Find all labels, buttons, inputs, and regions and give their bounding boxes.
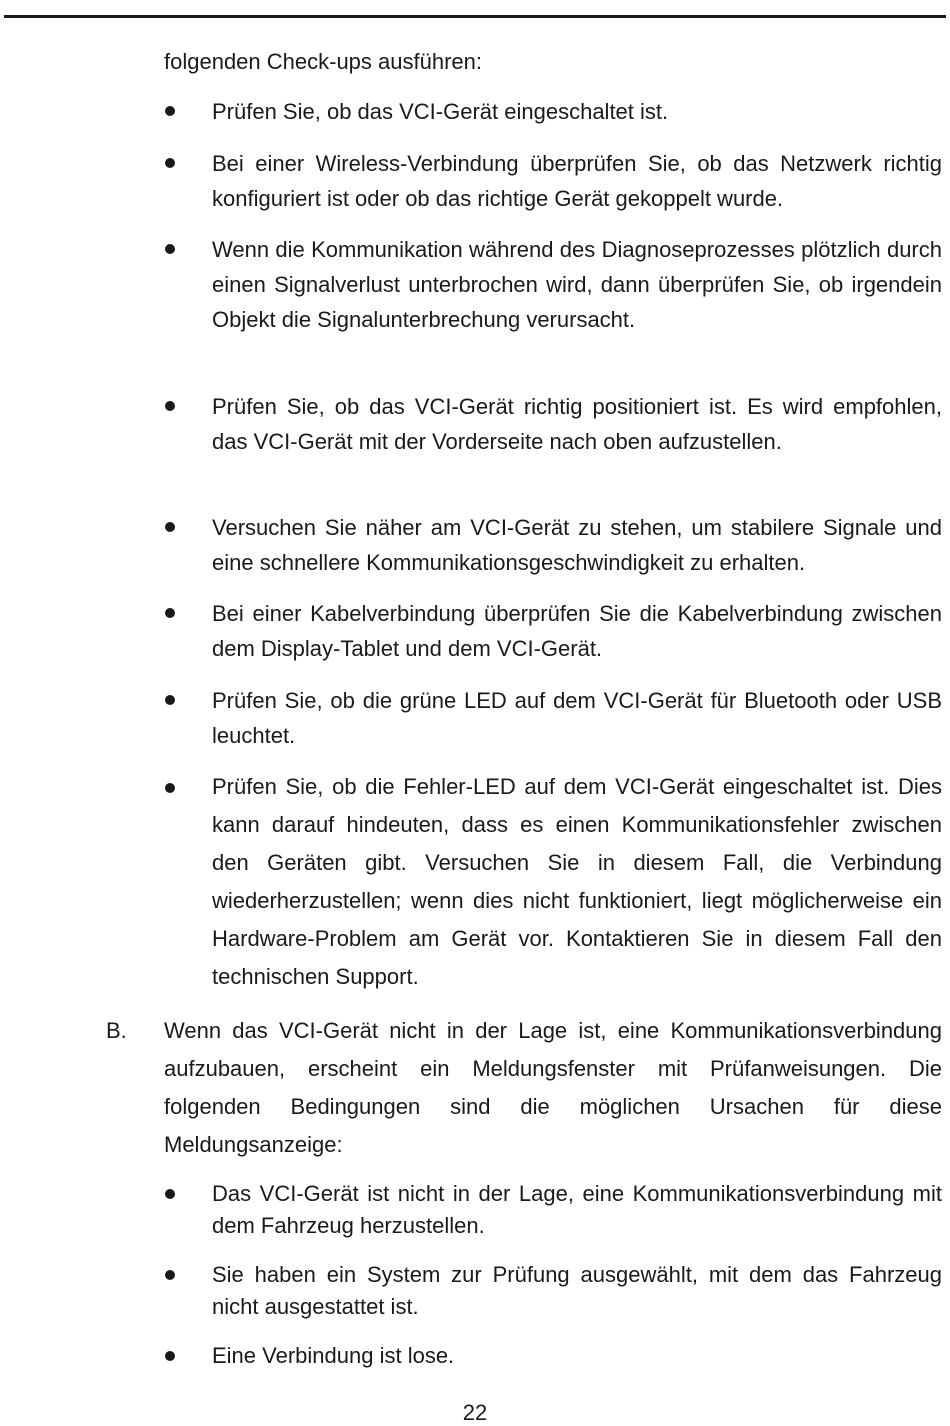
bullet-icon xyxy=(165,783,175,793)
list-item: Das VCI-Gerät ist nicht in der Lage, eine Kommunikationsverbindung mit dem Fahrzeug herzustellen. xyxy=(212,1181,942,1238)
header-rule xyxy=(4,15,946,18)
list-item: Prüfen Sie, ob das VCI-Gerät eingeschaltet ist. xyxy=(212,99,669,124)
list-item: Prüfen Sie, ob das VCI-Gerät richtig positioniert ist. Es wird empfohlen, das VCI-Gerät mit der Vorderseite nach oben aufzustellen. xyxy=(212,394,942,454)
bullet-icon xyxy=(165,1189,175,1199)
list-item: Wenn die Kommunikation während des Diagnoseprozesses plötzlich durch einen Signalverlust unterbrochen wird, dann überprüfen Sie, ob irgendein Objekt die Signalunterbrechung verursacht. xyxy=(212,237,942,332)
bullet-icon xyxy=(165,401,175,411)
list-item: Prüfen Sie, ob die grüne LED auf dem VCI-Gerät für Bluetooth oder USB leuchtet. xyxy=(212,688,942,748)
section-b-text: Wenn das VCI-Gerät nicht in der Lage ist, eine Kommunikationsverbindung aufzubauen, erscheint ein Meldungsfenster mit Prüfanweisungen. Die folgenden Bedingungen sind die möglichen Ursachen für diese Meldungsanzeige: xyxy=(164,1018,942,1157)
bullet-icon xyxy=(165,106,175,116)
bullet-icon xyxy=(165,522,175,532)
intro-text: folgenden Check-ups ausführen: xyxy=(164,49,482,74)
bullet-icon xyxy=(165,244,175,254)
bullet-icon xyxy=(165,1351,175,1361)
list-item: Versuchen Sie näher am VCI-Gerät zu stehen, um stabilere Signale und eine schnellere Kommunikationsgeschwindigkeit zu erhalten. xyxy=(212,515,942,575)
list-item: Eine Verbindung ist lose. xyxy=(212,1343,455,1368)
bullet-icon xyxy=(165,608,175,618)
bullet-icon xyxy=(165,1270,175,1280)
bullet-icon xyxy=(165,158,175,168)
list-item: Sie haben ein System zur Prüfung ausgewählt, mit dem das Fahrzeug nicht ausgestattet ist. xyxy=(212,1262,942,1319)
bullet-icon xyxy=(165,695,175,705)
list-item: Bei einer Wireless-Verbindung überprüfen Sie, ob das Netzwerk richtig konfiguriert ist oder ob das richtige Gerät gekoppelt wurde. xyxy=(212,151,942,211)
list-item: Prüfen Sie, ob die Fehler-LED auf dem VCI-Gerät eingeschaltet ist. Dies kann darauf hindeuten, dass es einen Kommunikationsfehler zwischen den Geräten gibt. Versuchen Sie in diesem Fall, die Verbindung wiederherzustellen; wenn dies nicht funktioniert, liegt möglicherweise ein Hardware-Problem am Gerät vor. Kontaktieren Sie in diesem Fall den technischen Support. xyxy=(212,774,942,989)
list-item: Bei einer Kabelverbindung überprüfen Sie die Kabelverbindung zwischen dem Display-Tablet und dem VCI-Gerät. xyxy=(212,601,942,661)
page-number: 22 xyxy=(462,1400,488,1425)
section-marker: B. xyxy=(106,1018,127,1043)
